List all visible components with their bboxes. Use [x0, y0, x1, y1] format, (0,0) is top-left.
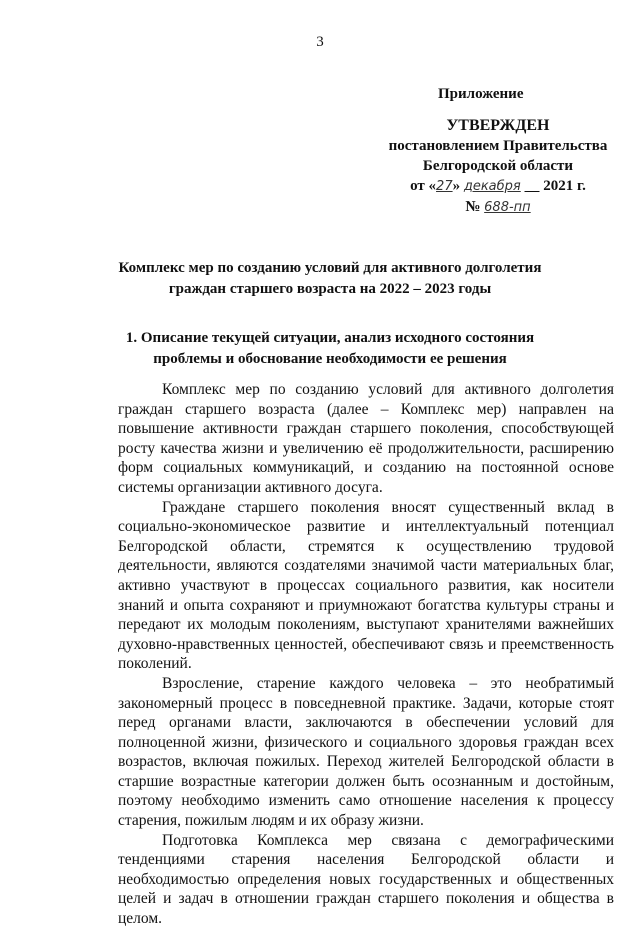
approved-line-1: постановлением Правительства	[388, 138, 608, 154]
document-title	[60, 258, 600, 300]
document-title-line-2: граждан старшего возраста на 2022 – 2023 годы	[168, 281, 492, 297]
date-mid: »	[452, 178, 461, 194]
body-text	[118, 380, 614, 929]
approved-line-2: Белгородской области	[422, 158, 574, 174]
document-title-line-1: Комплекс мер по созданию условий для активного долголетия	[118, 260, 542, 276]
date-day: 27	[436, 179, 453, 194]
section-heading-line-2: проблемы и обоснование необходимости ее решения	[153, 351, 507, 367]
paragraph: Граждане старшего поколения вносят существенный вклад в социально-экономическое развитие и интеллектуальный потенциал Белгородской области, стремятся к осуществлению трудовой деятельности, являются создателями значимой части материальных благ, активно участвуют в процессах социального развития, как носители знаний и опыта сохраняют и приумножают богатства культуры страны и передают их молодым поколениям, выступают хранителями важнейших духовно-нравственных ценностей, обеспечивают связь и преемственность поколений.	[118, 498, 614, 673]
approval-block	[378, 116, 618, 218]
appendix-label: Приложение	[438, 86, 524, 102]
date-month: декабря	[463, 179, 521, 194]
approval-date	[378, 176, 618, 197]
date-prefix: от «	[410, 178, 437, 194]
paragraph: Комплекс мер по созданию условий для активного долголетия граждан старшего возраста (далее – Комплекс мер) направлен на повышение активности граждан старшего поколения, способствующей росту качества жизни и увеличению её продолжительности, расширению форм социальных коммуникаций, и созданию на постоянной основе системы организации активного досуга.	[118, 381, 614, 496]
paragraph: Взросление, старение каждого человека – это необратимый закономерный процесс в повседневной практике. Задачи, которые стоят перед органами власти, заключаются в обеспечении условий для полноценной жизни, физического и социального здоровья граждан всех возрастов, включая пожилых. Переход жителей Белгородской области в старшие возрастные категории должен быть осознанным и достойным, поэтому необходимо изменить само отношение населения к процессу старения, пожилым людям и их образу жизни.	[118, 674, 614, 830]
approval-number	[378, 197, 618, 218]
number-prefix: №	[465, 199, 481, 215]
approved-title: УТВЕРЖДЕН	[446, 117, 550, 134]
date-year: 2021 г.	[543, 178, 586, 194]
page-number: 3	[316, 34, 324, 50]
date-blank	[525, 176, 540, 196]
paragraph: Подготовка Комплекса мер связана с демографическими тенденциями старения населения Белгородской области и необходимостью определения новых государственных и общественных целей и задач в отношении граждан старшего поколения и общества в целом.	[118, 831, 614, 928]
number-value: 688-пп	[484, 200, 531, 215]
section-heading-line-1: 1. Описание текущей ситуации, анализ исходного состояния	[125, 330, 535, 346]
section-heading	[60, 328, 600, 370]
